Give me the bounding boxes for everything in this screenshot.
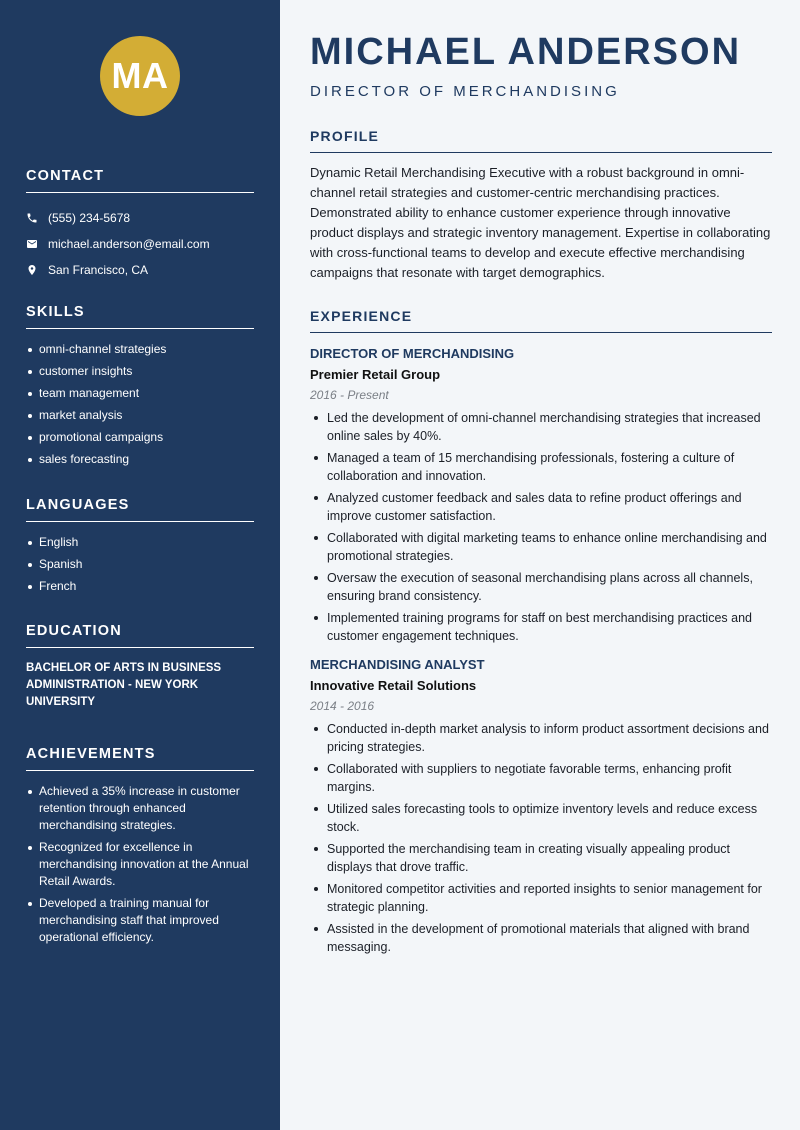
- language-item: French: [26, 578, 254, 595]
- skills-section: [26, 304, 254, 473]
- profile-heading: PROFILE: [310, 128, 772, 153]
- job-title: DIRECTOR OF MERCHANDISING: [310, 346, 515, 361]
- language-item: Spanish: [26, 556, 254, 573]
- contact-phone: [26, 205, 254, 231]
- job-bullet: Conducted in-depth market analysis to inform product assortment decisions and pricing strategies.: [310, 720, 772, 756]
- job-bullets: [310, 409, 772, 645]
- phone-text[interactable]: (555) 234-5678: [48, 211, 131, 225]
- sidebar: [0, 0, 280, 1130]
- skills-heading: SKILLS: [26, 304, 254, 329]
- achievement-item: Achieved a 35% increase in customer retention through enhanced merchandising strategies.: [26, 783, 254, 834]
- skill-item: omni-channel strategies: [26, 341, 254, 358]
- job-company: Premier Retail Group: [310, 367, 441, 382]
- skills-list: [26, 341, 254, 468]
- achievements-list: [26, 783, 254, 946]
- achievements-heading: ACHIEVEMENTS: [26, 746, 254, 771]
- job-bullet: Assisted in the development of promotional materials that aligned with brand messaging.: [310, 920, 772, 956]
- job-title: MERCHANDISING ANALYST: [310, 657, 485, 672]
- profile-section: [310, 128, 772, 283]
- job-bullet: Analyzed customer feedback and sales data to refine product offerings and improve customer satisfaction.: [310, 489, 772, 525]
- languages-heading: LANGUAGES: [26, 497, 254, 522]
- job-dates: 2014 - 2016: [310, 699, 375, 713]
- job-bullet: Utilized sales forecasting tools to optimize inventory levels and reduce excess stock.: [310, 800, 772, 836]
- skill-item: promotional campaigns: [26, 429, 254, 446]
- job-bullet: Implemented training programs for staff on best merchandising practices and customer engagement techniques.: [310, 609, 772, 645]
- experience-heading: EXPERIENCE: [310, 308, 772, 333]
- education-section: [26, 623, 254, 711]
- candidate-title: DIRECTOR OF MERCHANDISING: [310, 83, 620, 100]
- contact-location: [26, 257, 254, 283]
- contact-section: [26, 168, 254, 283]
- achievements-section: [26, 746, 254, 951]
- skill-item: team management: [26, 385, 254, 402]
- avatar: MA: [100, 36, 180, 116]
- languages-list: [26, 534, 254, 595]
- skill-item: sales forecasting: [26, 451, 254, 468]
- profile-text: Dynamic Retail Merchandising Executive with a robust background in omni-channel retail strategies and customer-centric merchandising practices. Demonstrated ability to enhance customer experience through innovative product displays and strategic inventory management. Expertise in collaborating with cross-functional teams to develop and execute effective merchandising campaigns that resonate with target demographics.: [310, 165, 771, 280]
- language-item: English: [26, 534, 254, 551]
- job-bullet: Collaborated with digital marketing teams to enhance online merchandising and promotional strategies.: [310, 529, 772, 565]
- mail-icon: [26, 238, 48, 250]
- experience-section: [310, 308, 772, 960]
- job-bullet: Supported the merchandising team in creating visually appealing product displays that drove traffic.: [310, 840, 772, 876]
- achievement-item: Recognized for excellence in merchandising innovation at the Annual Retail Awards.: [26, 839, 254, 890]
- location-text: San Francisco, CA: [48, 263, 149, 277]
- job-bullet: Oversaw the execution of seasonal merchandising plans across all channels, ensuring brand consistency.: [310, 569, 772, 605]
- achievement-item: Developed a training manual for merchandising staff that improved operational efficiency.: [26, 895, 254, 946]
- job-bullet: Monitored competitor activities and reported insights to senior management for strategic planning.: [310, 880, 772, 916]
- skill-item: customer insights: [26, 363, 254, 380]
- email-text[interactable]: michael.anderson@email.com: [48, 237, 210, 251]
- phone-icon: [26, 212, 48, 224]
- education-degree: BACHELOR OF ARTS IN BUSINESS ADMINISTRATION - NEW YORK UNIVERSITY: [26, 662, 222, 708]
- job-entry: [310, 657, 772, 956]
- contact-email: [26, 231, 254, 257]
- job-bullet: Collaborated with suppliers to negotiate favorable terms, enhancing profit margins.: [310, 760, 772, 796]
- job-dates: 2016 - Present: [310, 388, 389, 402]
- job-company: Innovative Retail Solutions: [310, 678, 477, 693]
- contact-heading: CONTACT: [26, 168, 254, 193]
- job-entry: [310, 346, 772, 645]
- candidate-name: MICHAEL ANDERSON: [310, 31, 742, 73]
- location-pin-icon: [26, 264, 48, 276]
- job-bullets: [310, 720, 772, 956]
- skill-item: market analysis: [26, 407, 254, 424]
- job-bullet: Managed a team of 15 merchandising professionals, fostering a culture of collaboration and innovation.: [310, 449, 772, 485]
- languages-section: [26, 497, 254, 600]
- job-bullet: Led the development of omni-channel merchandising strategies that increased online sales by 40%.: [310, 409, 772, 445]
- education-heading: EDUCATION: [26, 623, 254, 648]
